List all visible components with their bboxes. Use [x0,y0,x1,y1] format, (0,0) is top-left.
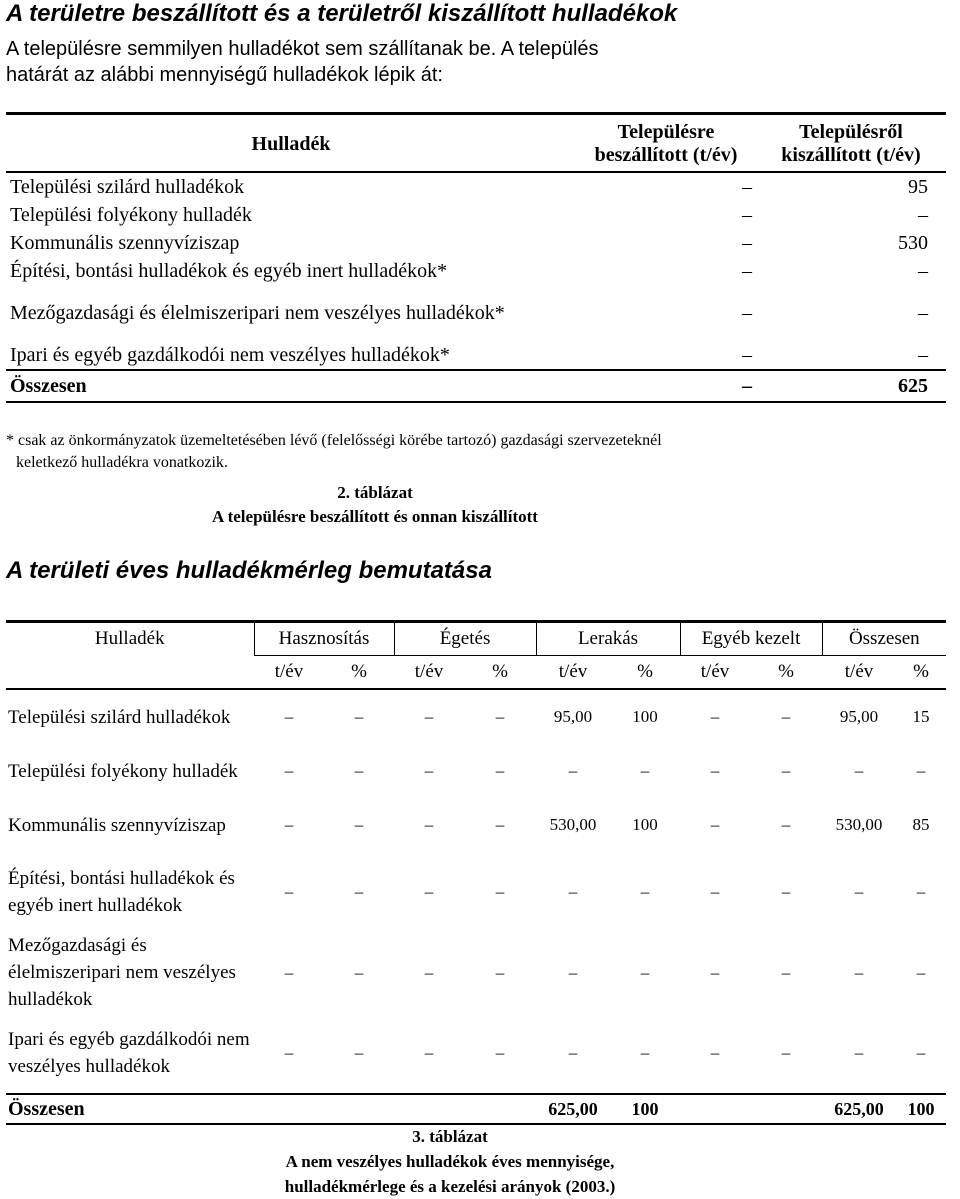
unit-header: t/év [254,656,324,690]
tonnes-cell: – [854,882,864,901]
footnote-line: keletkező hulladékra vonatkozik. [16,454,228,471]
total-row [6,1094,946,1124]
header-incoming: Településre beszállított (t/év) [594,121,738,166]
tonnes-cell: – [424,815,434,834]
percent-cell: – [916,761,926,780]
tonnes-cell: – [284,882,294,901]
incoming-value: – [742,176,752,198]
row-label: Kommunális szennyvíziszap [8,814,226,836]
outgoing-value: – [918,260,928,282]
unit-header-row [6,656,946,690]
table-header-row [6,114,946,173]
tonnes-cell: – [424,962,434,982]
tonnes-cell: – [710,962,720,982]
tonnes-cell: – [284,962,294,982]
tonnes-cell: 530,00 [835,815,883,834]
row-label: Ipari és egyéb gazdálkodói nem veszélyes hulladékok* [10,344,450,366]
section-title-transport: A területre beszállított és a területről kiszállított hulladékok [6,0,678,27]
percent-cell: – [916,882,926,901]
percent-cell: – [495,761,505,780]
table-row [6,285,946,341]
incoming-value: – [742,204,752,226]
table-row [6,689,946,744]
percent-cell: – [781,1043,791,1062]
unit-header: t/év [680,656,750,690]
percent-cell: – [495,1043,505,1062]
percent-cell: – [354,815,364,834]
percent-cell: 100 [632,707,658,726]
row-label: Kommunális szennyvíziszap [10,232,240,254]
tonnes-cell: – [854,761,864,780]
header-blank [6,656,254,690]
group-header-row [6,622,946,656]
table-caption [0,1124,900,1199]
header-total: Összesen [822,622,946,656]
total-label: Összesen [6,1094,254,1124]
incoming-value: – [742,344,752,366]
row-label: Mezőgazdasági és élelmiszeripari nem veszélyes hulladékok* [10,302,505,324]
percent-cell: – [354,707,364,726]
tonnes-cell: – [568,882,578,901]
percent-cell: – [916,1043,926,1062]
total-tonnes-cell: 625,00 [822,1094,896,1124]
total-percent-cell [324,1094,394,1124]
row-label: Települési folyékony hulladék [8,760,238,782]
percent-cell: – [781,962,791,982]
table-row [6,744,946,798]
header-recovery: Hasznosítás [254,622,394,656]
table-row [6,852,946,932]
row-label: Települési szilárd hulladékok [10,176,245,198]
table-row [6,341,946,370]
total-outgoing: 625 [756,370,946,402]
tonnes-cell: – [710,815,720,834]
tonnes-cell: – [854,1043,864,1062]
tonnes-cell: – [424,707,434,726]
header-other-treated: Egyéb kezelt [680,622,822,656]
total-percent-cell: 100 [610,1094,680,1124]
table-row [6,932,946,1013]
percent-cell: 100 [632,815,658,834]
row-label: Települési folyékony hulladék [10,204,252,226]
incoming-value: – [742,260,752,282]
table-caption [0,481,750,529]
tonnes-cell: – [710,1043,720,1062]
table-row [6,229,946,257]
table-row [6,257,946,285]
table-row [6,1013,946,1094]
percent-cell: – [916,962,926,982]
percent-cell: – [495,815,505,834]
header-waste: Hulladék [94,628,165,650]
percent-cell: – [354,962,364,982]
header-incineration: Égetés [394,622,536,656]
tonnes-cell: – [854,962,864,982]
row-label: Ipari és egyéb gazdálkodói nem veszélyes hulladékok [8,1029,250,1077]
outgoing-value: – [918,204,928,226]
caption-title-line: hulladékmérlege és a kezelési arányok (2003.) [284,1177,616,1196]
table-row [6,201,946,229]
transport-table [6,112,946,403]
percent-cell: – [781,882,791,901]
row-label: Építési, bontási hulladékok és egyéb inert hulladékok [8,868,235,916]
unit-header: % [324,656,394,690]
percent-cell: 85 [912,815,930,834]
total-row [6,370,946,402]
unit-header: t/év [536,656,610,690]
tonnes-cell: 95,00 [553,707,593,726]
tonnes-cell: – [710,761,720,780]
tonnes-cell: – [284,707,294,726]
total-percent-cell [750,1094,822,1124]
total-label: Összesen [6,370,576,402]
tonnes-cell: – [424,882,434,901]
unit-header: t/év [394,656,464,690]
incoming-value: – [742,302,752,324]
outgoing-value: – [918,344,928,366]
total-percent-cell: 100 [896,1094,946,1124]
unit-header: % [750,656,822,690]
tonnes-cell: 530,00 [549,815,597,834]
unit-header: t/év [822,656,896,690]
table-row [6,798,946,852]
tonnes-cell: – [284,761,294,780]
percent-cell: – [640,761,650,780]
row-label: Mezőgazdasági és élelmiszeripari nem veszélyes hulladékok [8,935,236,1010]
tonnes-cell: – [568,1043,578,1062]
total-tonnes-cell [394,1094,464,1124]
percent-cell: – [495,962,505,982]
tonnes-cell: – [284,815,294,834]
table-row [6,172,946,201]
header-landfill: Lerakás [536,622,680,656]
percent-cell: – [640,1043,650,1062]
percent-cell: 15 [912,707,930,726]
outgoing-value: 530 [898,232,928,254]
footnote-line: * csak az önkormányzatok üzemeltetésében lévő (felelősségi körébe tartozó) gazdasági szervezeteknél [6,432,662,449]
unit-header: % [610,656,680,690]
percent-cell: – [495,882,505,901]
caption-title: A településre beszállított és onnan kiszállított [212,507,538,526]
unit-header: % [896,656,946,690]
tonnes-cell: 95,00 [839,707,879,726]
total-incoming: – [576,370,756,402]
total-tonnes-cell [680,1094,750,1124]
tonnes-cell: – [424,761,434,780]
percent-cell: – [354,882,364,901]
tonnes-cell: – [568,962,578,982]
caption-number: 2. táblázat [337,483,413,502]
percent-cell: – [354,1043,364,1062]
intro-paragraph: A településre semmilyen hulladékot sem szállítanak be. A település határát az alábbi mennyiségű hulladékok lépik át: [6,38,599,86]
waste-balance-table [6,620,946,1125]
tonnes-cell: – [424,1043,434,1062]
percent-cell: – [640,882,650,901]
tonnes-cell: – [710,882,720,901]
total-tonnes-cell: 625,00 [536,1094,610,1124]
percent-cell: – [354,761,364,780]
footnote [6,430,936,474]
outgoing-value: – [918,302,928,324]
percent-cell: – [781,761,791,780]
header-waste: Hulladék [251,132,331,155]
total-tonnes-cell [254,1094,324,1124]
total-percent-cell [464,1094,536,1124]
unit-header: % [464,656,536,690]
tonnes-cell: – [284,1043,294,1062]
section-title-balance: A területi éves hulladékmérleg bemutatása [6,557,492,584]
row-label: Építési, bontási hulladékok és egyéb inert hulladékok* [10,260,448,282]
caption-number: 3. táblázat [412,1127,488,1146]
header-outgoing: Településről kiszállított (t/év) [781,121,921,166]
percent-cell: – [640,962,650,982]
tonnes-cell: – [568,761,578,780]
incoming-value: – [742,232,752,254]
percent-cell: – [495,707,505,726]
outgoing-value: 95 [908,176,928,198]
tonnes-cell: – [710,707,720,726]
percent-cell: – [781,815,791,834]
caption-title-line: A nem veszélyes hulladékok éves mennyisége, [285,1152,615,1171]
row-label: Települési szilárd hulladékok [8,706,231,728]
percent-cell: – [781,707,791,726]
